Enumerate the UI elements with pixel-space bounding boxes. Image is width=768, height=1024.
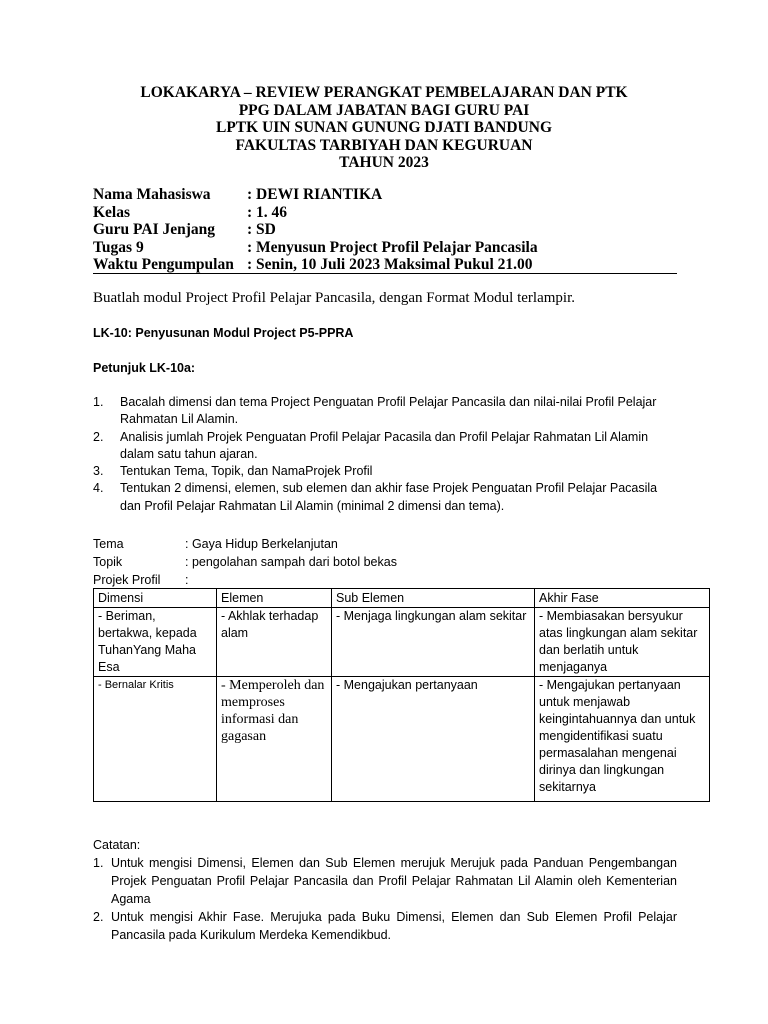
list-item xyxy=(93,480,677,515)
list-item xyxy=(93,908,677,944)
info-row-task xyxy=(93,239,677,257)
cell-sub-elemen: - Mengajukan pertanyaan xyxy=(332,677,535,802)
info-value: : SD xyxy=(247,221,276,238)
info-label: Guru PAI Jenjang xyxy=(93,221,216,238)
list-item xyxy=(93,394,677,429)
meta-value: : Gaya Hidup Berkelanjutan xyxy=(185,537,338,551)
info-value: : 1. 46 xyxy=(247,203,288,221)
column-header: Elemen xyxy=(217,589,332,608)
meta-row-tema xyxy=(93,536,397,554)
column-header: Akhir Fase xyxy=(535,589,710,608)
project-meta xyxy=(93,536,397,589)
header-line: FAKULTAS TARBIYAH DAN KEGURUAN xyxy=(235,136,533,154)
step-text: Analisis jumlah Projek Penguatan Profil Pelajar Pacasila dan Profil Pelajar Rahmatan Lil Alamin dalam satu tahun ajaran. xyxy=(120,429,649,461)
header-line: PPG DALAM JABATAN BAGI GURU PAI xyxy=(238,101,530,119)
column-header: Dimensi xyxy=(94,589,217,608)
info-label: Nama Mahasiswa xyxy=(93,186,211,203)
info-value: : Senin, 10 Juli 2023 Maksimal Pukul 21.00 xyxy=(247,256,533,273)
step-text: Tentukan Tema, Topik, dan NamaProjek Profil xyxy=(120,464,373,479)
step-number: 2. xyxy=(93,429,104,444)
cell-elemen: - Akhlak terhadap alam xyxy=(217,608,332,677)
info-label: Waktu Pengumpulan xyxy=(93,256,234,273)
meta-row-projek xyxy=(93,572,397,590)
meta-label: Tema xyxy=(93,537,124,551)
table-row xyxy=(94,608,710,677)
meta-row-topik xyxy=(93,554,397,572)
list-item xyxy=(93,463,677,480)
step-number: 1. xyxy=(93,395,104,409)
lk-title: LK-10: Penyusunan Modul Project P5-PPRA xyxy=(93,326,354,340)
list-item xyxy=(93,854,677,908)
meta-value: : xyxy=(185,572,189,587)
notes-section xyxy=(93,836,677,944)
column-header: Sub Elemen xyxy=(332,589,535,608)
cell-dimensi: - Bernalar Kritis xyxy=(94,677,217,802)
info-value: : DEWI RIANTIKA xyxy=(247,186,383,203)
step-text: Tentukan 2 dimensi, elemen, sub elemen dan akhir fase Projek Penguatan Profil Pelajar Pacasila dan Profil Pelajar Rahmatan Lil Alamin (minimal 2 dimensi dan tema). xyxy=(120,481,658,513)
table-row xyxy=(94,677,710,802)
document-header xyxy=(0,84,768,172)
note-text: Untuk mengisi Dimensi, Elemen dan Sub Elemen merujuk Merujuk pada Panduan Pengembangan Projek Penguatan Profil Pelajar Pancasila dan Profil Pelajar Rahmatan Lil Alamin oleh Kementerian Agama xyxy=(111,856,677,906)
header-line: TAHUN 2023 xyxy=(339,154,429,171)
header-line: LOKAKARYA – REVIEW PERANGKAT PEMBELAJARAN DAN PTK xyxy=(140,84,628,101)
project-table xyxy=(93,588,710,802)
note-number: 2. xyxy=(93,910,104,924)
steps-list xyxy=(93,394,677,515)
info-value: : Menyusun Project Profil Pelajar Pancasila xyxy=(247,238,538,256)
info-row-class xyxy=(93,204,677,222)
student-info xyxy=(93,186,677,274)
step-number: 3. xyxy=(93,464,104,479)
notes-title: Catatan: xyxy=(93,838,141,852)
cell-akhir-fase: - Mengajukan pertanyaan untuk menjawab keingintahuannya dan untuk mengidentifikasi suatu permasalahan mengenai dirinya dan lingkungan sekitarnya xyxy=(535,677,710,802)
meta-label: Topik xyxy=(93,554,123,569)
note-number: 1. xyxy=(93,856,104,870)
cell-dimensi: - Beriman, bertakwa, kepada TuhanYang Maha Esa xyxy=(94,608,217,677)
info-row-level xyxy=(93,221,677,239)
list-item xyxy=(93,429,677,464)
cell-akhir-fase: - Membiasakan bersyukur atas lingkungan alam sekitar dan berlatih untuk menjaganya xyxy=(535,608,710,677)
info-label: Kelas xyxy=(93,203,131,221)
divider xyxy=(93,273,677,274)
info-row-deadline xyxy=(93,256,677,274)
cell-elemen: - Memperoleh dan memproses informasi dan gagasan xyxy=(217,677,332,802)
header-line: LPTK UIN SUNAN GUNUNG DJATI BANDUNG xyxy=(216,119,552,136)
meta-value: : pengolahan sampah dari botol bekas xyxy=(185,554,397,569)
note-text: Untuk mengisi Akhir Fase. Merujuka pada Buku Dimensi, Elemen dan Sub Elemen Profil Pelajar Pancasila pada Kurikulum Merdeka Kemendikbud. xyxy=(111,910,677,942)
instruction-text: Buatlah modul Project Profil Pelajar Pancasila, dengan Format Modul terlampir. xyxy=(93,290,575,306)
info-row-name xyxy=(93,186,677,204)
step-number: 4. xyxy=(93,481,104,496)
info-label: Tugas 9 xyxy=(93,238,144,256)
table-header-row xyxy=(94,589,710,608)
petunjuk-title: Petunjuk LK-10a: xyxy=(93,361,196,375)
step-text: Bacalah dimensi dan tema Project Penguatan Profil Pelajar Pancasila dan nilai-nilai Profil Pelajar Rahmatan Lil Alamin. xyxy=(120,395,657,427)
meta-label: Projek Profil xyxy=(93,572,161,587)
cell-sub-elemen: - Menjaga lingkungan alam sekitar xyxy=(332,608,535,677)
